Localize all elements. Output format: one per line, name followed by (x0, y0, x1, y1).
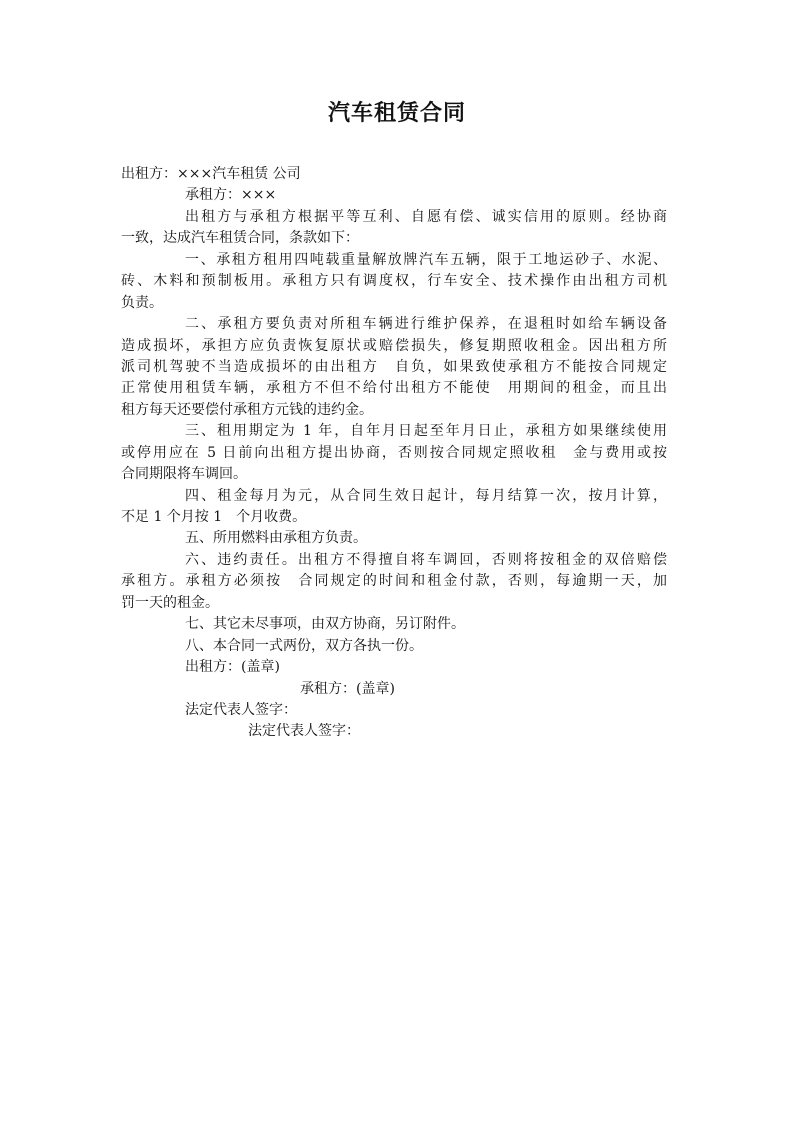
contract-line: 一、承租方租用四吨载重量解放牌汽车五辆，限于工地运砂子、水泥、 (185, 251, 667, 268)
contract-line: 六、违约责任。出租方不得擅自将车调回，否则将按租金的双倍赔偿 (185, 551, 667, 568)
contract-line: 不足 1 个月按 1 个月收费。 (121, 509, 307, 525)
contract-line: 出租方：×××汽车租赁 公司 (121, 166, 301, 182)
contract-line: 承租方：(盖章) (300, 680, 395, 697)
contract-line: 五、所用燃料由承租方负责。 (185, 530, 367, 547)
contract-line: 砖、木料和预制板用。承租方只有调度权，行车安全、技术操作由出租方司机 (121, 273, 667, 290)
contract-line: 造成损坏，承担方应负责恢复原状或赔偿损失，修复期照收租金。因出租方所 (121, 337, 667, 354)
contract-line: 法定代表人签字： (248, 723, 360, 740)
contract-line: 租方每天还要偿付承租方元钱的违约金。 (121, 401, 373, 418)
contract-line: 三、租用期定为 1 年，自年月日起至年月日止，承租方如果继续使用 (185, 423, 667, 440)
contract-line: 出租方：(盖章) (185, 659, 280, 676)
contract-line: 一致，达成汽车租赁合同，条款如下： (121, 230, 359, 247)
contract-body (121, 164, 667, 743)
contract-line: 承租方：××× (185, 187, 277, 204)
contract-line: 合同期限将车调回。 (121, 466, 247, 483)
document-title: 汽车租赁合同 (327, 100, 466, 126)
contract-line: 或停用应在 5 日前向出租方提出协商，否则按合同规定照收租 金与费用或按 (121, 444, 667, 461)
contract-line: 负责。 (121, 294, 163, 311)
contract-line: 四、租金每月为元，从合同生效日起计，每月结算一次，按月计算， (185, 487, 667, 504)
contract-line: 七、其它未尽事项，由双方协商，另订附件。 (185, 616, 465, 633)
contract-line: 八、本合同一式两份，双方各执一份。 (185, 637, 423, 654)
contract-line: 二、承租方要负责对所租车辆进行维护保养，在退租时如给车辆设备 (185, 316, 667, 333)
contract-line: 出租方与承租方根据平等互利、自愿有偿、诚实信用的原则。经协商 (185, 208, 667, 225)
contract-line: 法定代表人签字： (185, 701, 297, 718)
contract-line: 派司机驾驶不当造成损坏的由出租方 自负，如果致使承租方不能按合同规定 (121, 358, 667, 375)
contract-line: 正常使用租赁车辆，承租方不但不给付出租方不能使 用期间的租金，而且出 (121, 380, 667, 397)
contract-line: 承租方。承租方必须按 合同规定的时间和租金付款，否则，每逾期一天，加 (121, 573, 667, 590)
contract-line: 罚一天的租金。 (121, 594, 219, 611)
